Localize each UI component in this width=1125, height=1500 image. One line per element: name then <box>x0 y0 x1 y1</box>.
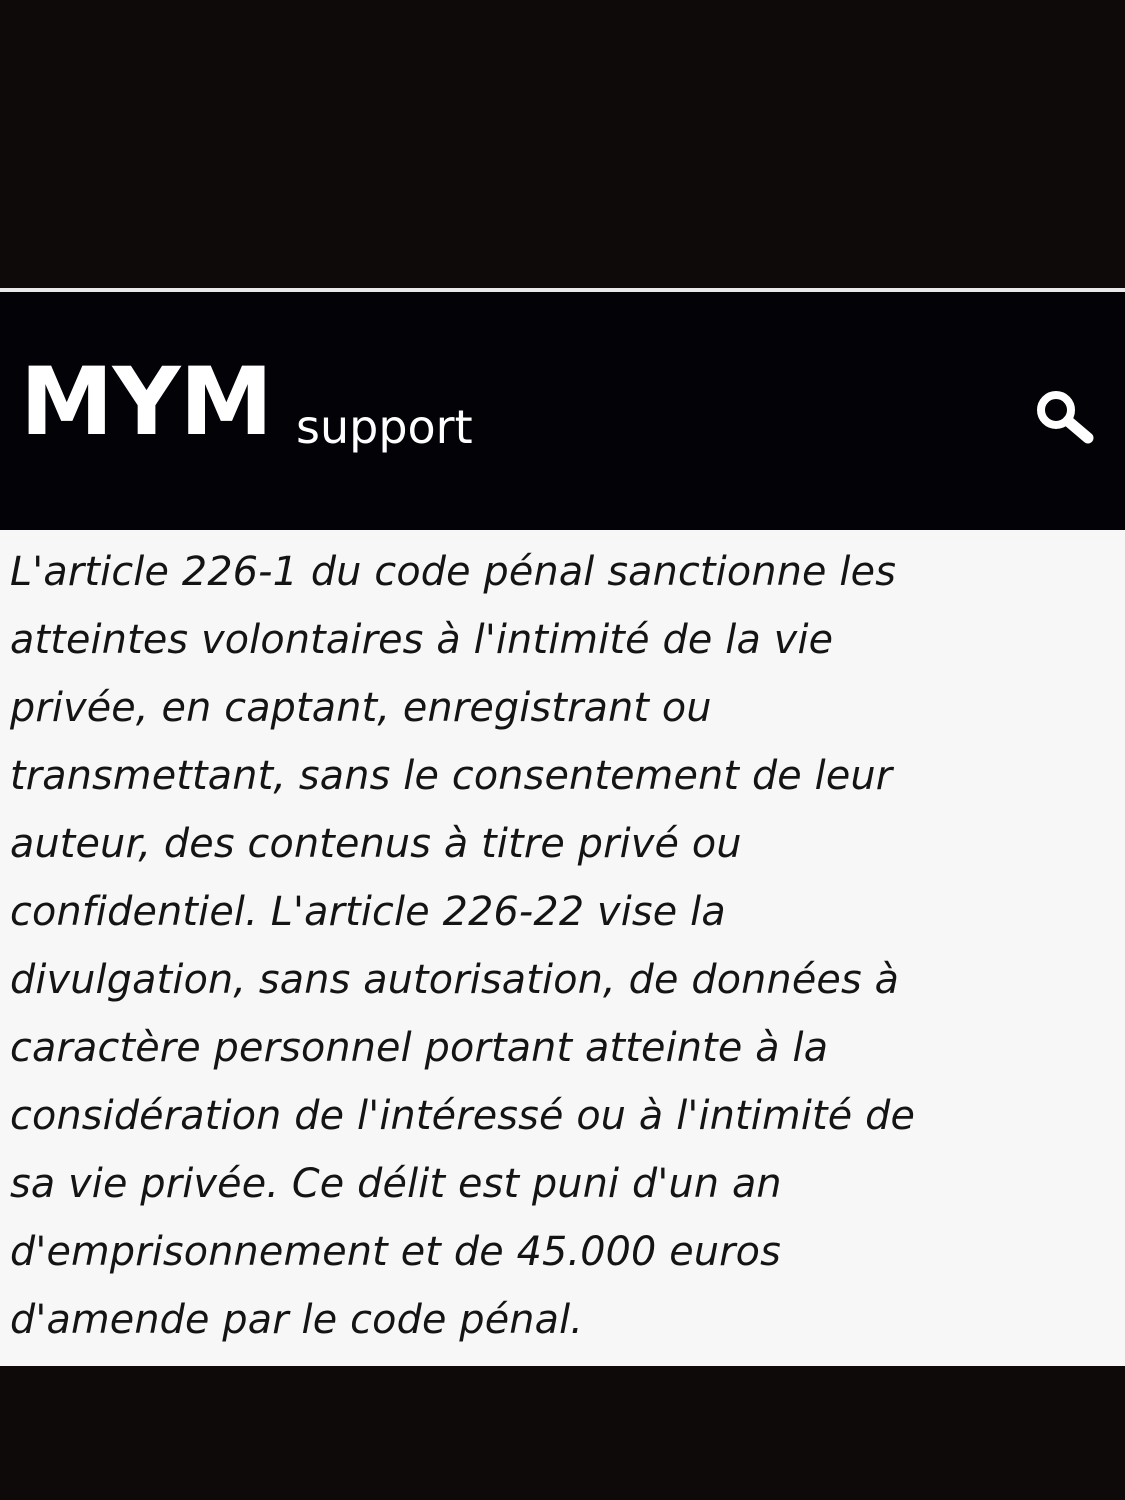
bottom-background <box>0 1366 1125 1500</box>
article-line: confidentiel. L'article 226-22 vise la <box>10 889 726 935</box>
article-line: d'emprisonnement et de 45.000 euros <box>10 1229 781 1275</box>
article-line: L'article 226-1 du code pénal sanctionne les <box>10 549 897 595</box>
article-line: d'amende par le code pénal. <box>10 1297 584 1343</box>
article-line: sa vie privée. Ce délit est puni d'un an <box>10 1161 782 1207</box>
article-line: transmettant, sans le consentement de leur <box>10 753 893 799</box>
support-label: support <box>296 400 473 454</box>
top-background <box>0 0 1125 288</box>
search-icon <box>1030 386 1100 444</box>
search-button[interactable] <box>1030 386 1100 444</box>
article-line: privée, en captant, enregistrant ou <box>10 685 712 731</box>
article-line: atteintes volontaires à l'intimité de la vie <box>10 617 834 663</box>
site-header <box>0 292 1125 530</box>
article-body <box>10 538 1120 1354</box>
article-line: considération de l'intéressé ou à l'intimité de <box>10 1093 916 1139</box>
mym-logo[interactable]: MYM <box>20 348 273 457</box>
article-panel <box>0 530 1125 1366</box>
article-line: caractère personnel portant atteinte à la <box>10 1025 829 1071</box>
article-line: auteur, des contenus à titre privé ou <box>10 821 742 867</box>
article-line: divulgation, sans autorisation, de données à <box>10 957 900 1003</box>
